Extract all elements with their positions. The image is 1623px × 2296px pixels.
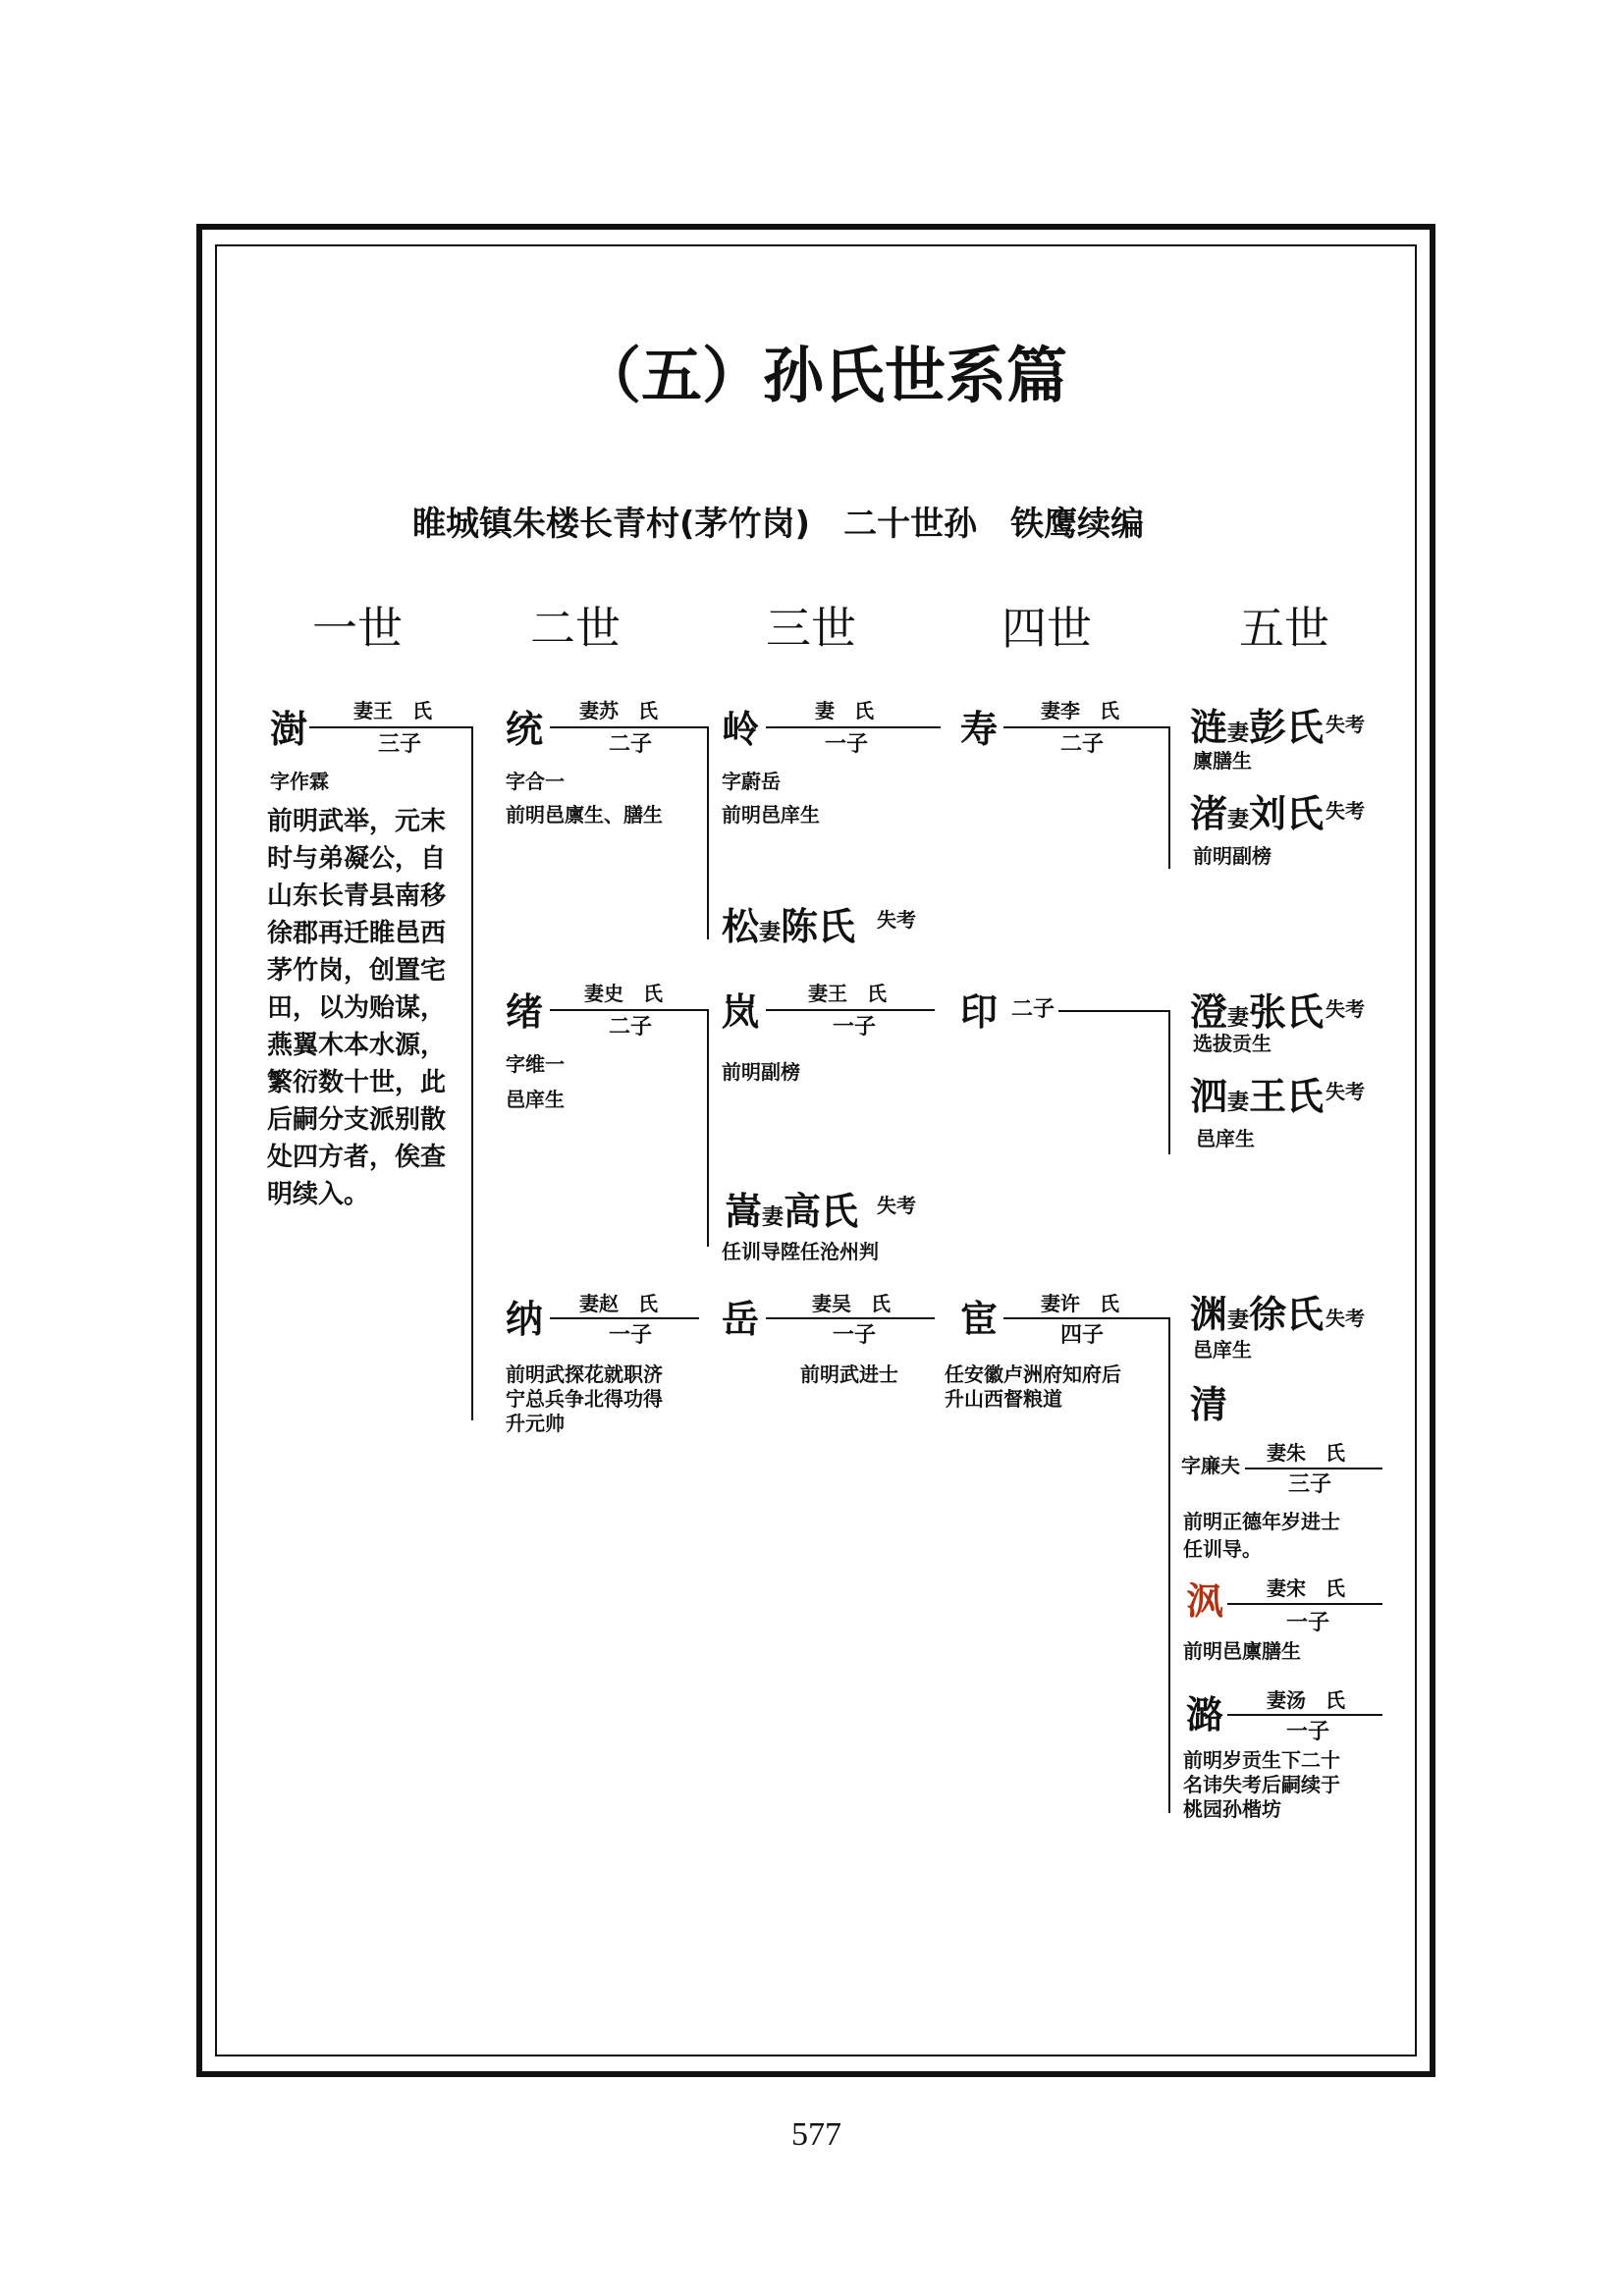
wife-marker: 妻 <box>1227 1006 1250 1031</box>
gen2-note-tong-1: 字合一 <box>506 770 565 793</box>
gen4-branch-line-huan <box>1168 1317 1170 1813</box>
gen5-connector-qing <box>1245 1468 1382 1469</box>
gen5-status-si: 失考 <box>1325 1080 1365 1103</box>
gen3-wife-lan: 妻王 氏 <box>808 982 887 1005</box>
gen1-sons: 三子 <box>378 732 422 757</box>
gen3-status-song2: 失考 <box>877 1194 916 1217</box>
gen2-name-tong: 统 <box>506 708 544 751</box>
gen2-note-na-1: 前明武探花就职济 <box>506 1362 663 1386</box>
gen3-name-song2: 嵩 <box>725 1190 763 1233</box>
gen5-name-cheng: 澄 <box>1190 990 1228 1034</box>
gen4-connector-huan <box>1003 1317 1170 1319</box>
gen4-sons-shou: 二子 <box>1060 732 1105 757</box>
gen3-status-song: 失考 <box>877 908 916 932</box>
gen5-wife-feng: 妻宋 氏 <box>1267 1576 1345 1600</box>
gen2-wife-xu: 妻史 氏 <box>584 982 663 1005</box>
wife-marker: 妻 <box>1227 1091 1250 1115</box>
gen1-bio <box>267 803 446 1213</box>
gen2-wife-na: 妻赵 氏 <box>579 1292 658 1315</box>
gen5-entry-si <box>1190 1075 1325 1118</box>
gen2-sons-xu: 二子 <box>609 1015 653 1040</box>
gen4-name-shou: 寿 <box>960 708 999 751</box>
gen5-name-feng: 沨 <box>1186 1579 1224 1623</box>
bio-line: 繁衍数十世，此 <box>267 1068 447 1097</box>
gen3-wife-yue: 妻吴 氏 <box>812 1292 891 1315</box>
gen2-wife-tong: 妻苏 氏 <box>579 699 658 722</box>
gen5-name-lian: 涟 <box>1190 706 1228 749</box>
gen5-wife-lu: 妻汤 氏 <box>1267 1688 1345 1712</box>
gen5-sons-feng: 一子 <box>1286 1611 1330 1635</box>
gen5-note-qing-2: 任训导。 <box>1183 1537 1262 1561</box>
gen3-entry-song2 <box>725 1190 859 1233</box>
bio-line: 茅竹岗，创置宅 <box>267 956 447 986</box>
gen2-name-na: 纳 <box>506 1298 544 1341</box>
gen2-note-tong-2: 前明邑廪生、膳生 <box>506 803 663 827</box>
gen4-connector-yin <box>1058 1010 1170 1012</box>
gen4-sons-huan: 四子 <box>1060 1323 1105 1348</box>
gen5-note-lian-1: 廪膳生 <box>1193 749 1252 773</box>
gen5-wife-cheng: 张氏 <box>1249 990 1325 1034</box>
wife-marker: 妻 <box>759 921 782 945</box>
gen4-wife-huan: 妻许 氏 <box>1041 1292 1119 1315</box>
gen5-note-cheng-1: 选拔贡生 <box>1193 1032 1271 1055</box>
gen5-wife-si: 王氏 <box>1249 1075 1325 1118</box>
gen4-connector-shou <box>1003 726 1170 728</box>
gen3-note-ling-1: 字蔚岳 <box>722 770 781 793</box>
gen3-sons-yue: 一子 <box>833 1323 877 1348</box>
gen5-note-lu-1: 前明岁贡生下二十 <box>1183 1748 1340 1772</box>
gen3-name-yue: 岳 <box>722 1298 760 1341</box>
gen4-wife-shou: 妻李 氏 <box>1041 699 1119 722</box>
gen3-name-song: 松 <box>722 905 760 948</box>
gen5-connector-lu <box>1227 1714 1382 1716</box>
gen1-connector <box>309 726 473 728</box>
gen3-note-song2-1: 任训导陞任沧州判 <box>722 1240 879 1263</box>
gen2-note-na-2: 宁总兵争北得功得 <box>506 1387 663 1411</box>
bio-line: 明续入。 <box>267 1180 370 1209</box>
gen5-entry-zhu <box>1190 792 1325 835</box>
gen2-connector-na <box>550 1317 699 1319</box>
gen5-note-feng-1: 前明邑廪膳生 <box>1183 1639 1301 1663</box>
gen-header-3: 三世 <box>766 602 856 655</box>
wife-marker: 妻 <box>1227 1308 1250 1333</box>
gen5-name-si: 泗 <box>1190 1075 1228 1118</box>
gen5-note-zhu-1: 前明副榜 <box>1193 844 1271 868</box>
wife-marker: 妻 <box>1227 721 1250 746</box>
bio-line: 田，以为贻谋， <box>267 993 447 1023</box>
gen4-note-huan-1: 任安徽卢洲府知府后 <box>945 1362 1121 1386</box>
gen3-name-lan: 岚 <box>722 990 760 1034</box>
gen3-note-yue-1: 前明武进士 <box>800 1362 898 1386</box>
gen2-note-na-3: 升元帅 <box>506 1412 565 1435</box>
gen5-style-qing: 字廉夫 <box>1181 1454 1240 1477</box>
gen2-note-xu-1: 字维一 <box>506 1052 565 1076</box>
page-title: （五）孙氏世系篇 <box>580 340 1068 411</box>
gen2-connector-tong <box>550 726 709 728</box>
page-subtitle: 睢城镇朱楼长青村(茅竹岗) 二十世孙 铁鹰续编 <box>412 505 1145 544</box>
page-number: 577 <box>791 2116 841 2153</box>
gen4-branch-line-shou <box>1168 726 1170 869</box>
gen5-name-lu: 潞 <box>1186 1693 1224 1736</box>
bio-line: 后嗣分支派别散 <box>267 1105 447 1135</box>
gen5-sons-qing: 三子 <box>1288 1472 1332 1497</box>
gen2-connector-xu <box>550 1009 709 1011</box>
gen4-name-huan: 宦 <box>960 1298 999 1341</box>
gen2-sons-na: 一子 <box>609 1323 653 1348</box>
gen3-sons-ling: 一子 <box>825 732 869 757</box>
gen2-branch-line-xu <box>707 1009 709 1247</box>
wife-marker: 妻 <box>1227 808 1250 832</box>
gen3-wife-song2: 高氏 <box>784 1190 859 1233</box>
gen-header-5: 五世 <box>1239 602 1329 655</box>
gen5-name-yuan: 渊 <box>1190 1293 1228 1336</box>
gen3-name-ling: 岭 <box>722 708 760 751</box>
gen5-wife-qing: 妻朱 氏 <box>1267 1441 1345 1465</box>
wife-marker: 妻 <box>762 1205 784 1230</box>
gen4-sons-yin: 二子 <box>1011 997 1055 1022</box>
gen4-name-yin: 印 <box>960 990 999 1034</box>
gen5-name-zhu: 渚 <box>1190 792 1228 835</box>
gen5-note-yuan-1: 邑庠生 <box>1193 1338 1252 1362</box>
gen5-status-zhu: 失考 <box>1325 799 1365 823</box>
gen-header-2: 二世 <box>530 602 621 655</box>
gen5-wife-zhu: 刘氏 <box>1249 792 1325 835</box>
gen3-wife-ling: 妻 氏 <box>815 699 874 722</box>
gen5-status-lian: 失考 <box>1325 713 1365 736</box>
gen5-entry-yuan <box>1190 1293 1325 1336</box>
gen-header-1: 一世 <box>312 602 403 655</box>
gen5-note-lu-2: 名讳失考后嗣续于 <box>1183 1773 1340 1796</box>
gen3-note-lan-1: 前明副榜 <box>722 1060 800 1084</box>
bio-line: 山东长青县南移 <box>267 881 447 911</box>
bio-line: 时与弟凝公，自 <box>267 844 447 874</box>
gen3-note-ling-2: 前明邑庠生 <box>722 803 820 827</box>
gen2-name-xu: 绪 <box>506 990 544 1034</box>
gen1-style: 字作霖 <box>270 770 329 793</box>
gen5-entry-cheng <box>1190 990 1325 1034</box>
gen5-note-lu-3: 桃园孙楷坊 <box>1183 1797 1281 1821</box>
gen4-branch-line-yin <box>1168 1010 1170 1154</box>
gen1-branch-line <box>471 726 473 1420</box>
gen5-note-si-1: 邑庠生 <box>1196 1127 1255 1150</box>
bio-line: 处四方者，俟查 <box>267 1143 447 1172</box>
gen4-note-huan-2: 升山西督粮道 <box>945 1387 1062 1411</box>
gen5-status-cheng: 失考 <box>1325 997 1365 1021</box>
gen5-status-yuan: 失考 <box>1325 1307 1365 1330</box>
gen5-connector-feng <box>1227 1603 1382 1605</box>
bio-line: 徐郡再迁睢邑西 <box>267 919 447 948</box>
gen3-connector-ling <box>766 726 941 728</box>
gen5-name-qing: 清 <box>1190 1383 1228 1426</box>
bio-line: 燕翼木本水源， <box>267 1031 447 1060</box>
gen5-note-qing-1: 前明正德年岁进士 <box>1183 1510 1340 1533</box>
gen-header-4: 四世 <box>1001 602 1092 655</box>
gen3-entry-song <box>722 905 856 948</box>
gen1-name: 澍 <box>270 708 308 751</box>
gen3-sons-lan: 一子 <box>833 1015 877 1040</box>
gen5-sons-lu: 一子 <box>1286 1720 1330 1744</box>
gen3-wife-song: 陈氏 <box>781 905 856 948</box>
gen5-wife-lian: 彭氏 <box>1249 706 1325 749</box>
gen1-wife: 妻王 氏 <box>353 699 432 722</box>
gen5-wife-yuan: 徐氏 <box>1249 1293 1325 1336</box>
bio-line: 前明武举，元末 <box>267 807 447 836</box>
gen3-connector-lan <box>766 1009 935 1011</box>
gen2-note-xu-2: 邑庠生 <box>506 1088 565 1111</box>
gen3-connector-yue <box>766 1317 935 1319</box>
gen2-sons-tong: 二子 <box>609 732 653 757</box>
gen2-branch-line-tong <box>707 726 709 939</box>
gen5-entry-lian <box>1190 706 1325 749</box>
